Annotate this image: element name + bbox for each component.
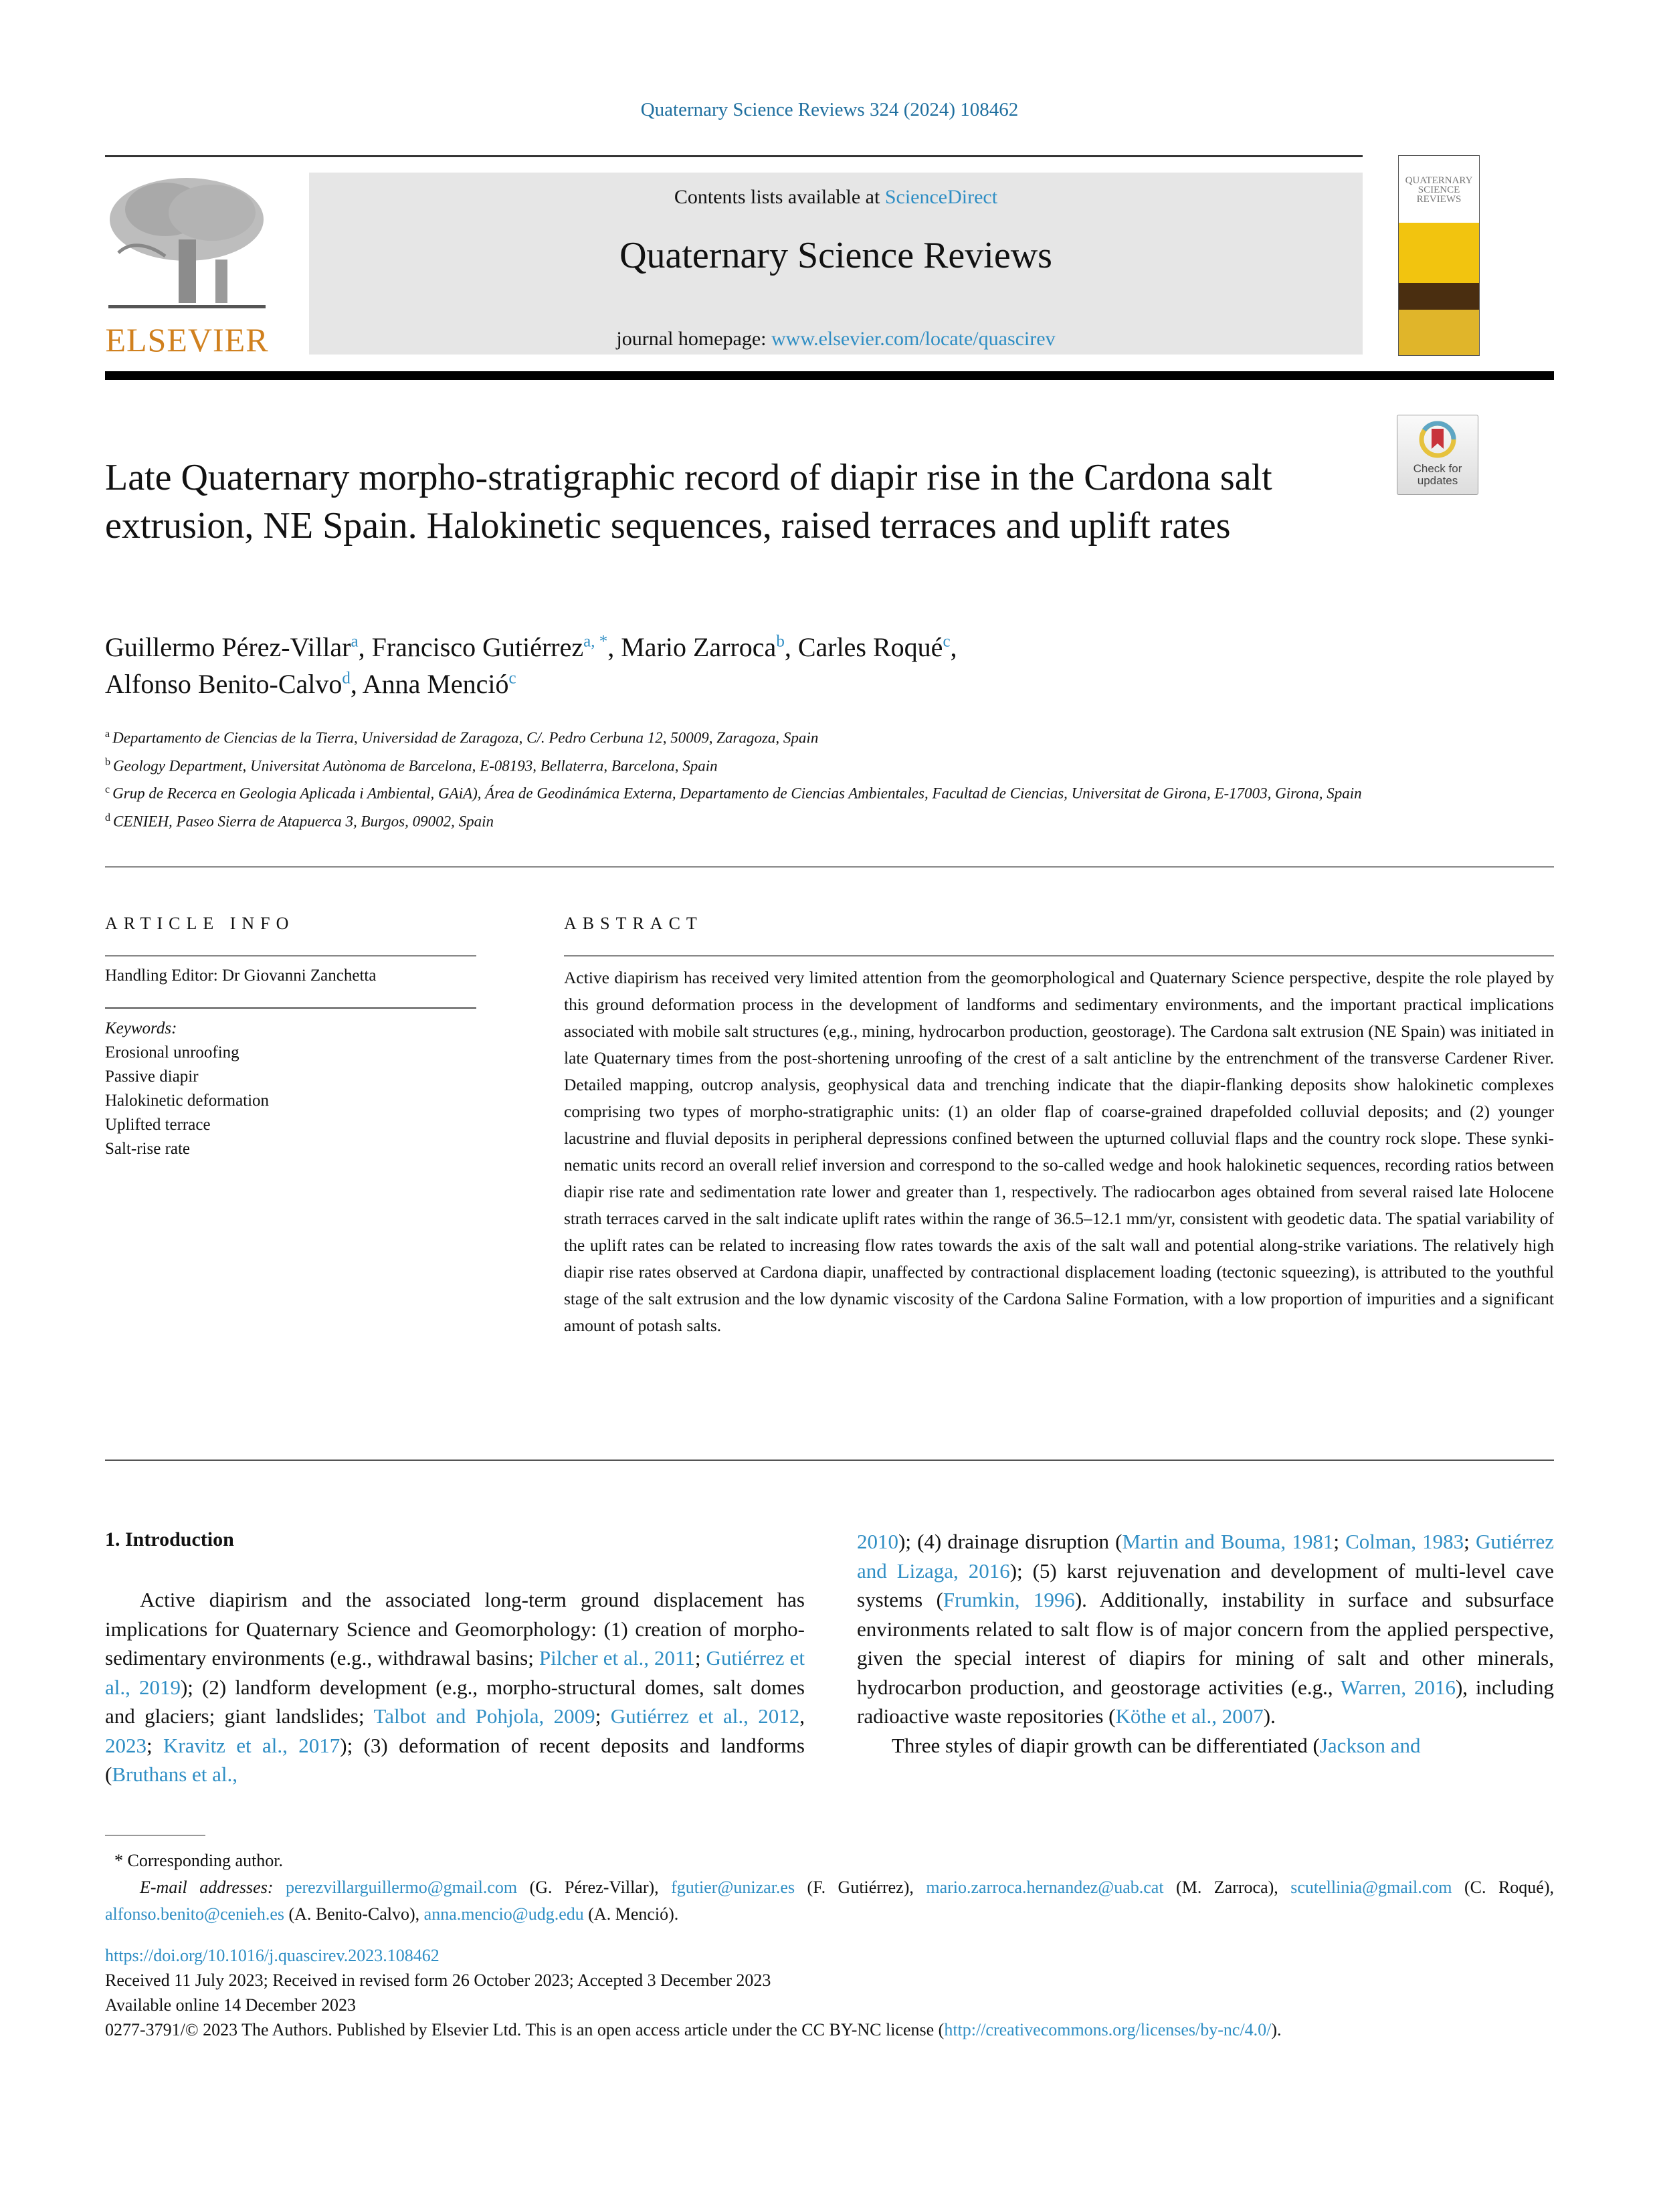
intro-column-right bbox=[857, 1527, 1554, 1760]
email-link[interactable]: mario.zarroca.hernandez@uab.cat bbox=[926, 1878, 1164, 1897]
handling-editor: Handling Editor: Dr Giovanni Zanchetta bbox=[105, 967, 377, 985]
footnote-rule bbox=[105, 1835, 205, 1836]
email-owner: (A. Benito-Calvo), bbox=[284, 1904, 424, 1924]
email-link[interactable]: scutellinia@gmail.com bbox=[1290, 1878, 1452, 1897]
email-link[interactable]: perezvillarguillermo@gmail.com bbox=[285, 1878, 518, 1897]
affiliation-marker[interactable]: c bbox=[508, 669, 516, 688]
email-addresses bbox=[105, 1874, 1554, 1928]
citation-link[interactable]: 2023 bbox=[105, 1733, 147, 1757]
citation-link[interactable]: Gutiérrez et al., 2012 bbox=[610, 1704, 800, 1728]
separator: , bbox=[350, 669, 363, 699]
cover-title: QUATERNARY SCIENCE REVIEWS bbox=[1399, 156, 1479, 223]
citation-link[interactable]: Köthe et al., 2007 bbox=[1115, 1704, 1264, 1728]
author-name: Guillermo Pérez-Villar bbox=[105, 632, 351, 662]
affiliation-marker[interactable]: d bbox=[342, 669, 351, 688]
publication-info bbox=[105, 1943, 1554, 2042]
affiliation-item bbox=[105, 806, 1363, 834]
keywords-label: Keywords: bbox=[105, 1019, 177, 1037]
affiliation-key: a bbox=[105, 728, 113, 740]
body-text: ); (2) landform development (e.g., morpho-structural domes, salt domes and glaciers; giant landslides; bbox=[105, 1675, 805, 1728]
affiliation-text: Geology Department, Universitat Autònoma de Barcelona, E-08193, Bellaterra, Barcelona, Spain bbox=[113, 757, 718, 775]
journal-citation[interactable]: Quaternary Science Reviews 324 (2024) 108462 bbox=[640, 99, 1019, 120]
elsevier-tree-icon bbox=[105, 173, 269, 316]
separator: , bbox=[950, 632, 957, 662]
article-info-rule bbox=[105, 955, 476, 957]
body-text: Three styles of diapir growth can be differentiated ( bbox=[892, 1733, 1320, 1757]
author-name: Anna Menció bbox=[362, 669, 509, 699]
citation-link[interactable]: Gutiérrez and Lizaga, 2016 bbox=[857, 1530, 1554, 1583]
intro-column-left bbox=[105, 1585, 805, 1789]
email-link[interactable]: fgutier@unizar.es bbox=[671, 1878, 795, 1897]
affiliation-item bbox=[105, 778, 1363, 806]
section-heading-introduction: 1. Introduction bbox=[105, 1528, 234, 1550]
keywords-rule bbox=[105, 1007, 476, 1009]
body-text: ; bbox=[694, 1646, 706, 1670]
author-name: Francisco Gutiérrez bbox=[371, 632, 584, 662]
affiliation-key: d bbox=[105, 811, 113, 823]
elsevier-logo[interactable] bbox=[105, 173, 269, 357]
author-name: Mario Zarroca bbox=[621, 632, 777, 662]
citation-link[interactable]: Kravitz et al., 2017 bbox=[163, 1733, 340, 1757]
intro-paragraph bbox=[857, 1527, 1554, 1731]
abstract-heading: ABSTRACT bbox=[564, 914, 703, 933]
article-history: Received 11 July 2023; Received in revised form 26 October 2023; Accepted 3 December 2023 bbox=[105, 1971, 771, 1990]
affiliation-text: CENIEH, Paseo Sierra de Atapuerca 3, Burgos, 09002, Spain bbox=[113, 813, 494, 830]
bookmark-ring-icon bbox=[1418, 419, 1458, 460]
citation-link[interactable]: Bruthans et al., bbox=[112, 1763, 238, 1786]
check-for-updates-button[interactable] bbox=[1397, 415, 1478, 495]
affiliation-text: Departamento de Ciencias de la Tierra, Universidad de Zaragoza, C/. Pedro Cerbuna 12, 50009, Zaragoza, Spain bbox=[112, 729, 819, 746]
keyword-item: Halokinetic deformation bbox=[105, 1092, 270, 1110]
doi-link[interactable]: https://doi.org/10.1016/j.quascirev.2023.108462 bbox=[105, 1946, 440, 1965]
email-owner: (C. Roqué), bbox=[1452, 1878, 1554, 1897]
email-label: E-mail addresses: bbox=[140, 1878, 286, 1897]
affiliation-item bbox=[105, 750, 1363, 779]
email-owner: (M. Zarroca), bbox=[1163, 1878, 1291, 1897]
keyword-item: Passive diapir bbox=[105, 1068, 199, 1086]
abstract-rule bbox=[564, 955, 1554, 957]
corresponding-author-note: * Corresponding author. bbox=[114, 1851, 284, 1870]
citation-link[interactable]: Warren, 2016 bbox=[1340, 1675, 1456, 1699]
body-text: ); (3) deformation of recent deposits and landforms ( bbox=[105, 1733, 805, 1786]
affiliation-marker[interactable]: a bbox=[351, 632, 359, 651]
license-link[interactable]: http://creativecommons.org/licenses/by-nc/4.0/ bbox=[944, 2020, 1272, 2039]
body-text: ); (5) karst rejuvenation and development of multi-level cave systems ( bbox=[857, 1559, 1554, 1611]
author-list bbox=[105, 629, 1376, 702]
email-owner: (G. Pérez-Villar), bbox=[517, 1878, 672, 1897]
affiliation-key: c bbox=[105, 784, 113, 796]
affiliation-key: b bbox=[105, 756, 113, 768]
citation-link[interactable]: 2010 bbox=[857, 1530, 898, 1553]
intro-paragraph bbox=[857, 1731, 1554, 1761]
citation-link[interactable]: Gutiérrez et al., 2019 bbox=[105, 1646, 805, 1699]
body-text: ), including radioactive waste repositories ( bbox=[857, 1675, 1554, 1728]
affiliation-marker[interactable]: c bbox=[943, 632, 951, 651]
author-name: Carles Roqué bbox=[797, 632, 943, 662]
masthead-divider bbox=[105, 371, 1554, 380]
contents-line: Contents lists available at ScienceDirect bbox=[674, 186, 998, 208]
body-text: ; bbox=[1464, 1530, 1476, 1553]
separator: , bbox=[607, 632, 621, 662]
separator: , bbox=[358, 632, 372, 662]
separator: , bbox=[784, 632, 798, 662]
keyword-item: Salt-rise rate bbox=[105, 1140, 191, 1158]
affiliations bbox=[105, 722, 1363, 834]
journal-masthead bbox=[309, 173, 1363, 355]
affiliation-item bbox=[105, 722, 1363, 750]
email-owner: (A. Menció). bbox=[583, 1904, 679, 1924]
license-statement: 0277-3791/© 2023 The Authors. Published by Elsevier Ltd. This is an open access article under the CC BY-NC license (http://creativecommons.org/licenses/by-nc/4.0/). bbox=[105, 2020, 1282, 2039]
keyword-item: Uplifted terrace bbox=[105, 1116, 211, 1134]
abstract-text: Active diapirism has received very limited attention from the geomorphological and Quaternary Science perspective, despite the role played by this ground deformation process in the development of landforms and sedimentary environments, and the important practical implications associated with mobile salt structures (e,g., mining, hydrocarbon production, geostorage). The Cardona salt extrusion (NE Spain) was initiated in late Quaternary times from the post-shortening unroofing of the crest of a salt anticline by the entrenchment of the transverse Cardener River. Detailed mapping, outcrop analysis, geophysical data and trenching indicate that the diapir-flanking deposits show halokinetic complexes comprising two types of morpho-stratigraphic units: (1) an older flap of coarse-grained drapefolded colluvial deposits; and (2) younger lacustrine and fluvial deposits in peripheral depressions confined between the upturned colluvial flaps and the country rock slope. These synkinematic units record an overall relief inversion and correspond to the so-called wedge and hook halokinetic sequences, recording ratios between diapir rise rate and sedimentation rate lower and greater than 1, respectively. The radiocarbon ages obtained from several raised late Holocene strath terraces carved in the salt indicate uplift rates within the range of 36.5–12.1 mm/yr, consistent with geodetic data. The spatial variability of the uplift rates can be related to increasing flow rates towards the axis of the salt wall and potential along-strike variations. The relatively high diapir rise rates observed at Cardona diapir, unaffected by contractional displacement loading (tectonic squeezing), is attributed to the youthful stage of the salt extrusion and the low dynamic viscosity of the Cardona Saline Formation, with a low proportion of impurities and a significant amount of potash salts. bbox=[564, 968, 1554, 1335]
body-text: ); (4) drainage disruption ( bbox=[898, 1530, 1123, 1553]
sciencedirect-link[interactable]: ScienceDirect bbox=[884, 186, 998, 208]
body-text: ; bbox=[1333, 1530, 1346, 1553]
body-text: ). bbox=[1263, 1704, 1276, 1728]
affiliation-marker[interactable]: b bbox=[776, 632, 785, 651]
citation-link[interactable]: Frumkin, 1996 bbox=[943, 1588, 1075, 1611]
abstract-end-rule bbox=[105, 1460, 1554, 1461]
email-link[interactable]: anna.mencio@udg.edu bbox=[423, 1904, 584, 1924]
citation-link[interactable]: Pilcher et al., 2011 bbox=[539, 1646, 695, 1670]
affiliation-marker[interactable]: a, * bbox=[583, 632, 608, 651]
journal-title: Quaternary Science Reviews bbox=[619, 235, 1052, 276]
body-text: ). Additionally, instability in surface and subsurface environments related to salt flow is of major concern from the applied perspective, given the special interest of diapirs for mining of salt and other minerals, hydrocarbon production, and geostorage activities (e.g., bbox=[857, 1588, 1554, 1699]
body-text: Active diapirism and the associated long-term ground displacement has implications for Quaternary Science and Geomorphology: (1) creation of morpho-sedimentary environments (e.g., withdrawal basins; bbox=[105, 1588, 805, 1670]
elsevier-wordmark: ELSEVIER bbox=[105, 321, 269, 359]
article-title: Late Quaternary morpho-stratigraphic record of diapir rise in the Cardona salt extrusion, NE Spain. Halokinetic sequences, raised terraces and uplift rates bbox=[105, 457, 1272, 546]
section-rule bbox=[105, 866, 1554, 868]
email-owner: (F. Gutiérrez), bbox=[795, 1878, 926, 1897]
keywords-list bbox=[105, 1017, 269, 1161]
available-online: Available online 14 December 2023 bbox=[105, 1995, 356, 2015]
citation-link[interactable]: Colman, 1983 bbox=[1345, 1530, 1464, 1553]
citation-link[interactable]: Jackson and bbox=[1319, 1733, 1421, 1757]
journal-homepage: journal homepage: www.elsevier.com/locate/quascirev bbox=[616, 328, 1056, 350]
keyword-item: Erosional unroofing bbox=[105, 1043, 239, 1062]
header-rule bbox=[105, 155, 1363, 157]
journal-cover-image[interactable] bbox=[1398, 155, 1480, 356]
body-text: ; bbox=[147, 1733, 163, 1757]
article-info-heading: ARTICLE INFO bbox=[105, 914, 295, 933]
author-name: Alfonso Benito-Calvo bbox=[105, 669, 343, 699]
homepage-link[interactable]: www.elsevier.com/locate/quascirev bbox=[771, 328, 1056, 350]
footnotes bbox=[105, 1847, 1554, 1928]
body-text: ; bbox=[595, 1704, 611, 1728]
email-link[interactable]: alfonso.benito@cenieh.es bbox=[105, 1904, 284, 1924]
citation-link[interactable]: Talbot and Pohjola, 2009 bbox=[373, 1704, 595, 1728]
check-updates-label: Check for updates bbox=[1413, 462, 1462, 487]
body-text: , bbox=[799, 1704, 805, 1728]
affiliation-text: Grup de Recerca en Geologia Aplicada i Ambiental, GAiA), Área de Geodinámica Externa, Departamento de Ciencias Ambientales, Facultad de Ciencias, Universitat de Girona, E-17003, Girona, Spain bbox=[112, 785, 1362, 802]
citation-link[interactable]: Martin and Bouma, 1981 bbox=[1122, 1530, 1334, 1553]
